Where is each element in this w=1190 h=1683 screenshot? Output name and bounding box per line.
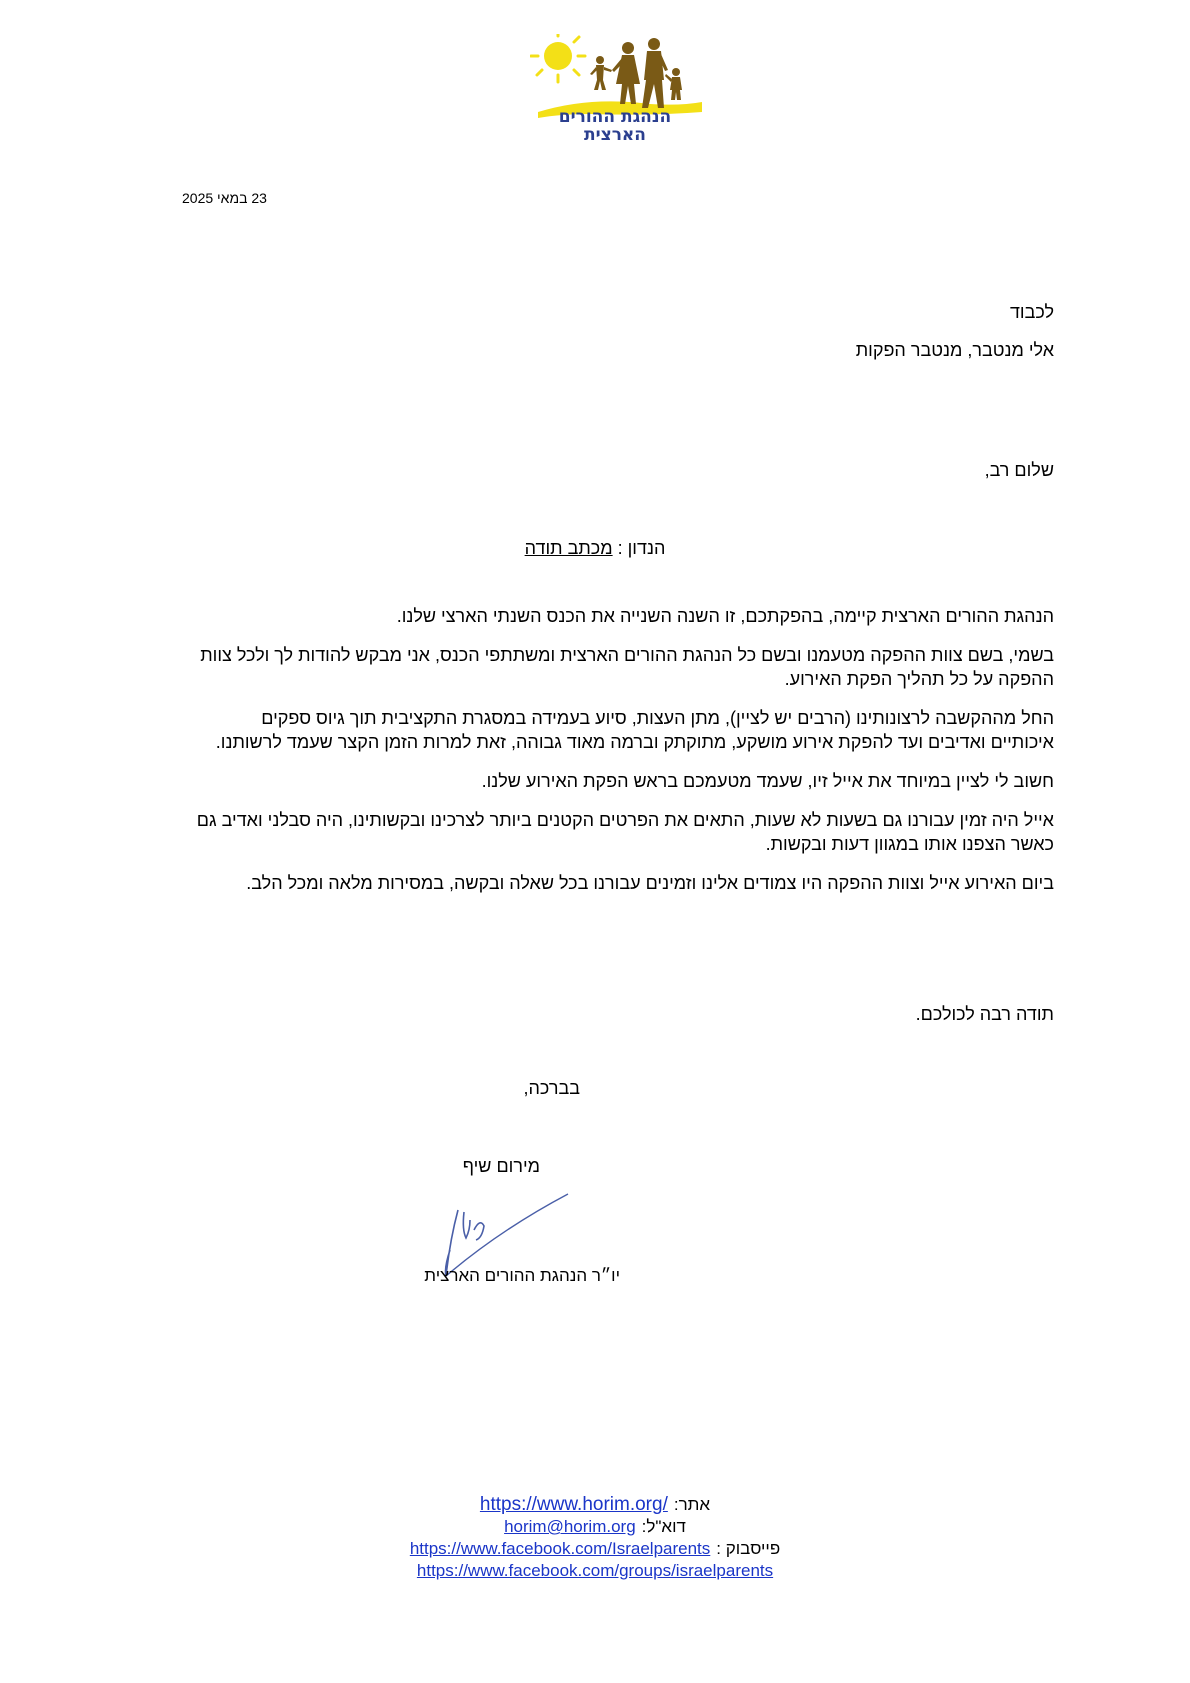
footer-site-row bbox=[0, 1494, 1190, 1516]
family-icon bbox=[590, 38, 682, 108]
org-logo-text-line1: הנהגת ההורים bbox=[558, 107, 672, 127]
facebook-link[interactable]: https://www.facebook.com/Israelparents bbox=[409, 1539, 711, 1558]
email-label: דוא"ל: bbox=[641, 1517, 686, 1536]
body-paragraph: הנהגת ההורים הארצית קיימה, בהפקתכם, זו השנה השנייה את הכנס השנתי הארצי שלנו. bbox=[396, 606, 1054, 626]
signer-title: יו״ר הנהגת ההורים הארצית bbox=[424, 1266, 620, 1285]
email-link[interactable]: horim@horim.org bbox=[504, 1517, 636, 1536]
letter-date: 23 במאי 2025 bbox=[182, 190, 267, 206]
subject-line bbox=[0, 538, 1190, 559]
body-paragraph: ביום האירוע אייל וצוות ההפקה היו צמודים אלינו וזמינים עבורנו בכל שאלה ובקשה, במסירות מלאה ומכל הלב. bbox=[246, 873, 1054, 893]
body-paragraph: חשוב לי לציין במיוחד את אייל זיו, שעמד מטעמכם בראש הפקת האירוע שלנו. bbox=[481, 771, 1054, 791]
org-logo-text bbox=[530, 108, 700, 144]
footer-facebook-row bbox=[0, 1538, 1190, 1560]
footer-email-row bbox=[0, 1516, 1190, 1538]
body-paragraph: החל מההקשבה לרצונותינו (הרבים יש לציין), מתן העצות, סיוע בעמידה במסגרת התקציבית תוך גיוס ספקים איכותיים ואדיבים ועד להפקת אירוע מושקע, מתוקתק וברמה מאוד גבוהה, זאת למרות הזמן הקצר שעמד לרשותנו. bbox=[215, 708, 1054, 752]
facebook-group-link[interactable]: https://www.facebook.com/groups/israelparents bbox=[416, 1561, 774, 1580]
footer-facebook-group-row bbox=[0, 1560, 1190, 1582]
greeting: שלום רב, bbox=[984, 460, 1054, 480]
subject-value: מכתב תודה bbox=[524, 538, 613, 558]
org-logo-text-line2: הארצית bbox=[583, 125, 646, 145]
closing: בברכה, bbox=[523, 1078, 580, 1098]
recipient-salutation: לכבוד bbox=[1009, 302, 1054, 322]
site-label: אתר: bbox=[673, 1495, 711, 1514]
facebook-label: פייסבוק : bbox=[716, 1539, 781, 1558]
subject-label: הנדון : bbox=[617, 538, 666, 558]
sun-icon bbox=[531, 34, 585, 82]
thanks-line: תודה רבה לכולכם. bbox=[915, 1004, 1054, 1024]
body-paragraph: בשמי, בשם צוות ההפקה מטעמנו ובשם כל הנהגת ההורים הארצית ומשתתפי הכנס, אני מבקש להודות לך ולכל צוות ההפקה על כל תהליך הפקת האירוע. bbox=[200, 645, 1054, 689]
site-link[interactable]: https://www.horim.org/ bbox=[479, 1494, 668, 1515]
letter-body bbox=[194, 604, 1054, 910]
body-paragraph: אייל היה זמין עבורנו גם בשעות לא שעות, התאים את הפרטים הקטנים ביותר לצרכינו ובקשותינו, היה סבלני ואדיב גם כאשר הצפנו אותו במגוון דעות ובקשות. bbox=[196, 810, 1054, 854]
recipient-name: אלי מנטבר, מנטבר הפקות bbox=[855, 340, 1054, 360]
footer-contact bbox=[0, 1494, 1190, 1582]
signer-name: מירום שיף bbox=[462, 1156, 540, 1176]
